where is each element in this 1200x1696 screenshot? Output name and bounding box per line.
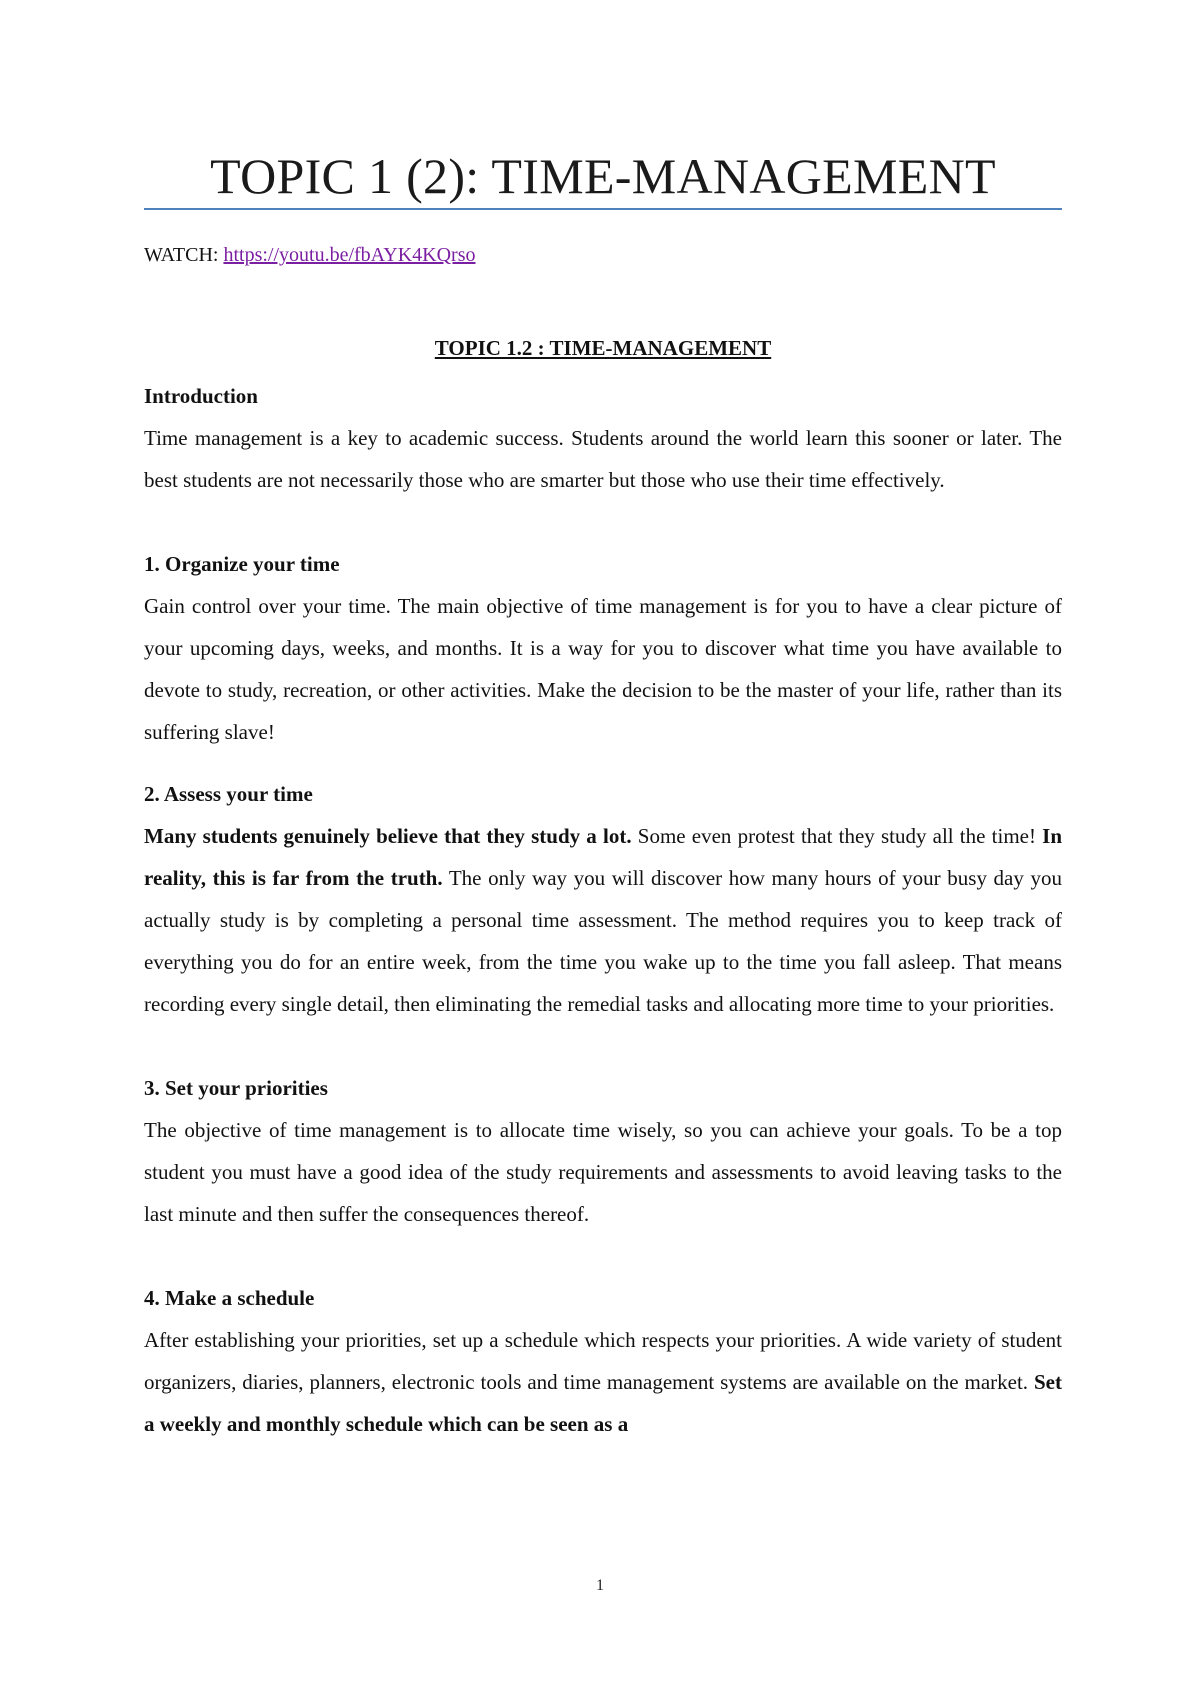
title-divider <box>144 208 1062 210</box>
page-title: TOPIC 1 (2): TIME-MANAGEMENT <box>210 148 996 204</box>
section-4-heading: 4. Make a schedule <box>144 1286 315 1310</box>
section-2-text-1: Some even protest that they study all the time! <box>631 824 1043 848</box>
section-2-paragraph <box>144 815 1062 1025</box>
section-4-bold: Set a weekly and monthly schedule which can be seen as a <box>144 1370 1062 1436</box>
section-2-heading: 2. Assess your time <box>144 782 313 806</box>
watch-line <box>144 242 476 268</box>
watch-label: WATCH: <box>144 244 224 266</box>
section-2-text-2: The only way you will discover how many hours of your busy day you actually study is by completing a personal time assessment. The method requires you to keep track of everything you do for an entire week, from the time you wake up to the time you fall asleep. That means recording every single detail, then eliminating the remedial tasks and allocating more time to your priorities. <box>144 866 1062 1016</box>
section-4-text: After establishing your priorities, set up a schedule which respects your priorities. A wide variety of student organizers, diaries, planners, electronic tools and time management systems are available on the market. <box>144 1328 1062 1394</box>
video-link[interactable]: https://youtu.be/fbAYK4KQrso <box>223 244 476 266</box>
section-2-bold-1: Many students genuinely believe that they study a lot. <box>144 824 632 848</box>
page-number: 1 <box>596 1577 604 1594</box>
section-3-heading: 3. Set your priorities <box>144 1076 328 1100</box>
section-1-heading: 1. Organize your time <box>144 552 340 576</box>
section-title: TOPIC 1.2 : TIME-MANAGEMENT <box>434 336 772 360</box>
document-body <box>144 375 1062 1445</box>
section-3-paragraph: The objective of time management is to allocate time wisely, so you can achieve your goals. To be a top student you must have a good idea of the study requirements and assessments to avoid leaving tasks to the last minute and then suffer the consequences thereof. <box>144 1118 1062 1226</box>
section-4-paragraph <box>144 1319 1062 1445</box>
intro-heading: Introduction <box>144 384 258 408</box>
section-1-paragraph: Gain control over your time. The main objective of time management is for you to have a clear picture of your upcoming days, weeks, and months. It is a way for you to discover what time you have available to devote to study, recreation, or other activities. Make the decision to be the master of your life, rather than its suffering slave! <box>144 594 1062 744</box>
section-2-bold-2: In reality, this is far from the truth. <box>144 824 1063 890</box>
intro-paragraph: Time management is a key to academic success. Students around the world learn this sooner or later. The best students are not necessarily those who are smarter but those who use their time effectively. <box>144 426 1062 492</box>
